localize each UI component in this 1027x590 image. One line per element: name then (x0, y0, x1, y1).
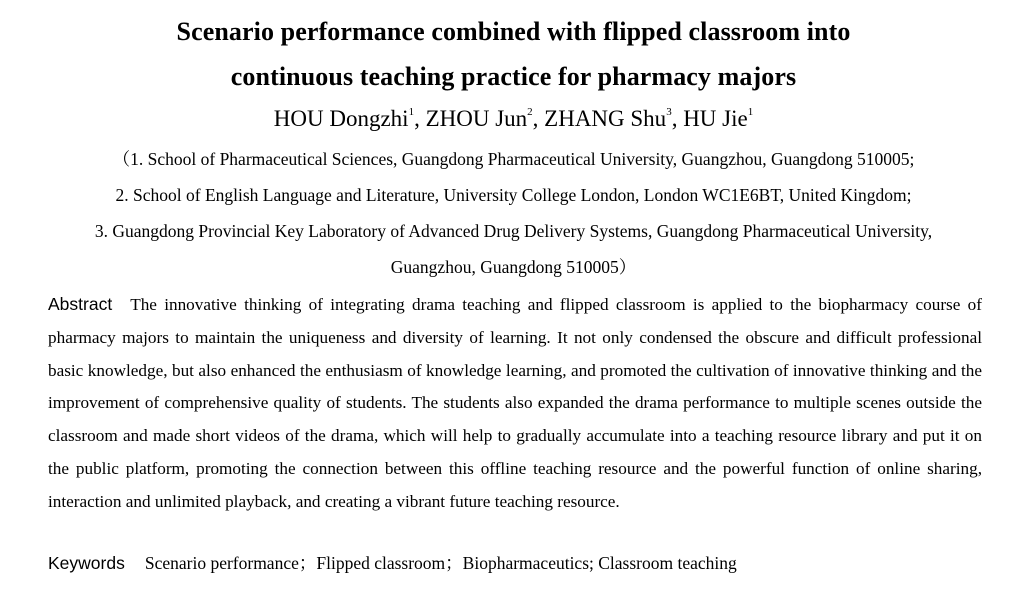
paper-title-line-1: Scenario performance combined with flipped classroom into (176, 17, 851, 46)
abstract-text: The innovative thinking of integrating drama teaching and flipped classroom is applied to the biopharmacy course of pharmacy majors to maintain the uniqueness and diversity of learning. It not only condensed the obscure and difficult professional basic knowledge, but also enhanced the enthusiasm of knowledge learning, and promoted the cultivation of innovative thinking and the improvement of comprehensive quality of students. The students also expanded the drama performance to multiple scenes outside the classroom and made short videos of the drama, which will help to gradually accumulate into a teaching resource library and put it on the public platform, promoting the connection between this offline teaching resource and the powerful function of online sharing, interaction and unlimited playback, and creating a vibrant future teaching resource. (48, 295, 982, 511)
author-separator: , (671, 106, 684, 131)
author-separator: , (532, 106, 545, 131)
author-name: ZHOU Jun (425, 106, 528, 131)
author-list (0, 104, 1027, 134)
affiliation-line-1: （1. School of Pharmaceutical Sciences, Guangdong Pharmaceutical University, Guangzhou, Guangdong 510005; (112, 149, 915, 169)
affiliation-line-3: 3. Guangdong Provincial Key Laboratory of Advanced Drug Delivery Systems, Guangdong Pharmaceutical University, (94, 221, 933, 241)
keywords-section (48, 550, 982, 576)
author-name: ZHANG Shu (544, 106, 667, 131)
keywords-text: Scenario performance；Flipped classroom；Biopharmaceutics; Classroom teaching (144, 553, 737, 573)
author-name: HOU Dongzhi (273, 106, 409, 131)
author-name: HU Jie (683, 106, 748, 131)
paper-title-line-2: continuous teaching practice for pharmacy majors (230, 62, 797, 91)
author-affiliation-mark: 1 (747, 106, 754, 118)
keywords-label: Keywords (48, 553, 125, 573)
affiliation-line-4: Guangzhou, Guangdong 510005） (390, 257, 637, 277)
abstract-label: Abstract (48, 294, 113, 314)
affiliation-line-2: 2. School of English Language and Literature, University College London, London WC1E6BT, United Kingdom; (115, 185, 912, 205)
author-affiliation-mark: 1 (408, 106, 415, 118)
author-affiliation-mark: 3 (666, 106, 672, 118)
author-affiliation-mark: 2 (527, 106, 533, 118)
abstract-section (48, 288, 982, 519)
author-separator: , (414, 106, 426, 131)
